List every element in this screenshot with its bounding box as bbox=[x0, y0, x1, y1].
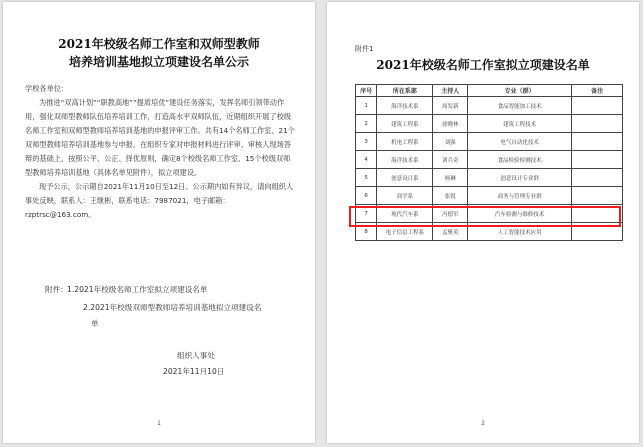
cell-host: 周发新 bbox=[433, 97, 468, 115]
cell-remark bbox=[572, 115, 623, 133]
attachment-2-line-1: 2.2021年校级双师型教师培养培训基地拟立项建设名 bbox=[83, 303, 262, 312]
cell-index: 6 bbox=[356, 187, 377, 205]
cell-index: 1 bbox=[356, 97, 377, 115]
table-row bbox=[356, 97, 623, 115]
cell-department: 建筑工程系 bbox=[377, 115, 433, 133]
cell-major: 电气自动化技术 bbox=[468, 133, 572, 151]
highlight-box bbox=[349, 206, 621, 227]
page-number: 2 bbox=[481, 420, 485, 427]
list-title: 2021年校级名师工作室拟立项建设名单 bbox=[376, 58, 590, 72]
cell-department: 海洋技术系 bbox=[377, 97, 433, 115]
cell-host: 冯德军 bbox=[433, 205, 468, 223]
cell-major: 建筑工程技术 bbox=[468, 115, 572, 133]
cell-major: 食品智能加工技术 bbox=[468, 97, 572, 115]
cell-department: 商学系 bbox=[377, 187, 433, 205]
signature-org: 组织人事处 bbox=[177, 351, 215, 360]
cell-index: 3 bbox=[356, 133, 377, 151]
paragraph-2: 现予公示，公示期自2021年11月10日至12日。公示期内如有异议，请向组织人事处反映，联系人：王继彬，联系电话：7987021，电子邮箱：rzptrsc@163.com。 bbox=[25, 182, 294, 219]
attachment-tag: 附件1 bbox=[355, 45, 374, 53]
table-row bbox=[356, 151, 623, 169]
paragraph-1: 为推进“双高计划”“职教高地”“提质培优”建设任务落实，发挥名师引领带动作用，强化双师型教师队伍培养培训工作，打造高水平双师队伍，近期组织开展了校级名师工作室和双师型教师培养培训基地的申报评审工作。共有14个名师工作室、21个双师型教师培养培训基地参与申报。在组织专家对申报材料进行评审、审核人现场答辩的基础上，按照公平、公正、择优原则，确定8个校级名师工作室、15个校级双师型教师培养培训基地（具体名单见附件），拟立项建设。 bbox=[25, 98, 295, 177]
cell-remark bbox=[572, 97, 623, 115]
cell-host: 杨琳 bbox=[433, 169, 468, 187]
cell-index: 7 bbox=[356, 205, 377, 223]
cell-major: 汽车检测与维修技术 bbox=[468, 205, 572, 223]
attachment-2-line-2: 单 bbox=[91, 319, 99, 328]
table-header-row bbox=[356, 85, 623, 97]
cell-index: 2 bbox=[356, 115, 377, 133]
cell-department: 机电工程系 bbox=[377, 133, 433, 151]
attachment-1: 1.2021年校级名师工作室拟立项建设名单 bbox=[67, 285, 208, 294]
cell-major: 创意设计专业群 bbox=[468, 169, 572, 187]
cell-remark bbox=[572, 187, 623, 205]
cell-host: 张锐 bbox=[433, 187, 468, 205]
cell-host: 孟聚英 bbox=[433, 223, 468, 241]
signature-date: 2021年11月10日 bbox=[163, 367, 225, 376]
table-row bbox=[356, 187, 623, 205]
attachment-label: 附件： bbox=[45, 285, 68, 294]
cell-host: 刘强 bbox=[433, 133, 468, 151]
cell-remark bbox=[572, 169, 623, 187]
cell-major: 商务与管理专业群 bbox=[468, 187, 572, 205]
header-host: 主持人 bbox=[433, 85, 468, 97]
document-page-1 bbox=[3, 2, 315, 443]
cell-index: 5 bbox=[356, 169, 377, 187]
cell-department: 电子信息工程系 bbox=[377, 223, 433, 241]
cell-department: 现代汽车系 bbox=[377, 205, 433, 223]
cell-index: 4 bbox=[356, 151, 377, 169]
cell-remark bbox=[572, 133, 623, 151]
cell-major: 食品检验检测技术 bbox=[468, 151, 572, 169]
header-major: 专业（群） bbox=[468, 85, 572, 97]
header-department: 所在系部 bbox=[377, 85, 433, 97]
cell-host: 刘兵奇 bbox=[433, 151, 468, 169]
notice-title-line-1: 2021年校级名师工作室和双师型教师 bbox=[58, 37, 260, 51]
cell-major: 人工智能技术应用 bbox=[468, 223, 572, 241]
cell-index: 8 bbox=[356, 223, 377, 241]
cell-host: 徐晓林 bbox=[433, 115, 468, 133]
header-remark: 备注 bbox=[572, 85, 623, 97]
header-index: 序号 bbox=[356, 85, 377, 97]
page-number: 1 bbox=[157, 420, 161, 427]
cell-department: 海洋技术系 bbox=[377, 151, 433, 169]
document-page-2 bbox=[327, 2, 639, 443]
cell-department: 创意设计系 bbox=[377, 169, 433, 187]
notice-body bbox=[25, 82, 295, 222]
table-row bbox=[356, 133, 623, 151]
table-row bbox=[356, 115, 623, 133]
notice-title-line-2: 培养培训基地拟立项建设名单公示 bbox=[68, 55, 249, 69]
cell-remark bbox=[572, 151, 623, 169]
salutation: 学校各单位： bbox=[25, 84, 69, 93]
table-row bbox=[356, 169, 623, 187]
